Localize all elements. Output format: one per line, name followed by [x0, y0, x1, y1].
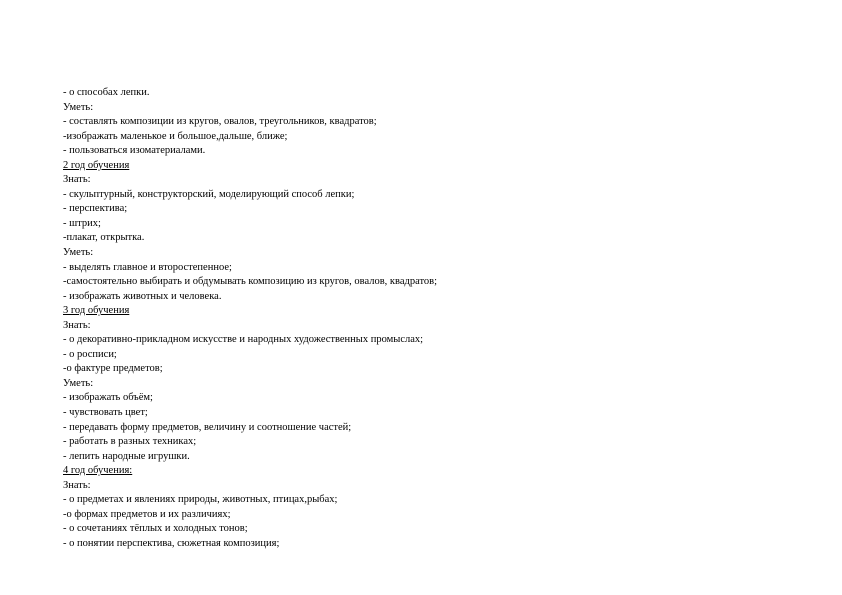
text-line: - передавать форму предметов, величину и соотношение частей; — [63, 421, 352, 433]
text-line: - о сочетаниях тёплых и холодных тонов; — [63, 523, 248, 535]
text-line: -о формах предметов и их различиях; — [63, 508, 231, 520]
text-line: - изображать животных и человека. — [63, 290, 222, 302]
section-heading: 3 год обучения — [63, 305, 130, 317]
text-line: - лепить народные игрушки. — [63, 450, 190, 462]
text-line: -изображать маленькое и большое,дальше, ближе; — [63, 130, 288, 142]
document-body — [63, 86, 763, 552]
section-heading: 4 год обучения: — [63, 465, 133, 477]
text-line: - о понятии перспектива, сюжетная композиция; — [63, 537, 280, 549]
text-line: - чувствовать цвет; — [63, 407, 148, 419]
text-line: Уметь: — [63, 247, 94, 259]
text-line: - изображать объём; — [63, 392, 153, 404]
text-line: - о росписи; — [63, 348, 117, 360]
text-line: Знать: — [63, 479, 91, 491]
text-line: - о способах лепки. — [63, 87, 150, 98]
text-line: - перспектива; — [63, 203, 128, 215]
text-line: -о фактуре предметов; — [63, 363, 163, 375]
text-line: - пользоваться изоматериалами. — [63, 145, 206, 157]
text-line: -плакат, открытка. — [63, 232, 145, 244]
text-line: Знать: — [63, 319, 91, 331]
text-line: - работать в разных техниках; — [63, 436, 197, 448]
section-heading: 2 год обучения — [63, 159, 130, 171]
text-line: - о предметах и явлениях природы, животных, птицах,рыбах; — [63, 494, 338, 506]
text-line: -самостоятельно выбирать и обдумывать композицию из кругов, овалов, квадратов; — [63, 276, 438, 288]
text-line: Уметь: — [63, 377, 94, 389]
text-line: Знать: — [63, 174, 91, 186]
text-line: - штрих; — [63, 217, 101, 229]
text-line: - выделять главное и второстепенное; — [63, 261, 232, 273]
text-line: - скульптурный, конструкторский, моделирующий способ лепки; — [63, 188, 355, 200]
text-line: Уметь: — [63, 101, 94, 113]
text-line: - о декоративно-прикладном искусстве и народных художественных промыслах; — [63, 334, 424, 346]
text-line: - составлять композиции из кругов, овалов, треугольников, квадратов; — [63, 116, 377, 128]
